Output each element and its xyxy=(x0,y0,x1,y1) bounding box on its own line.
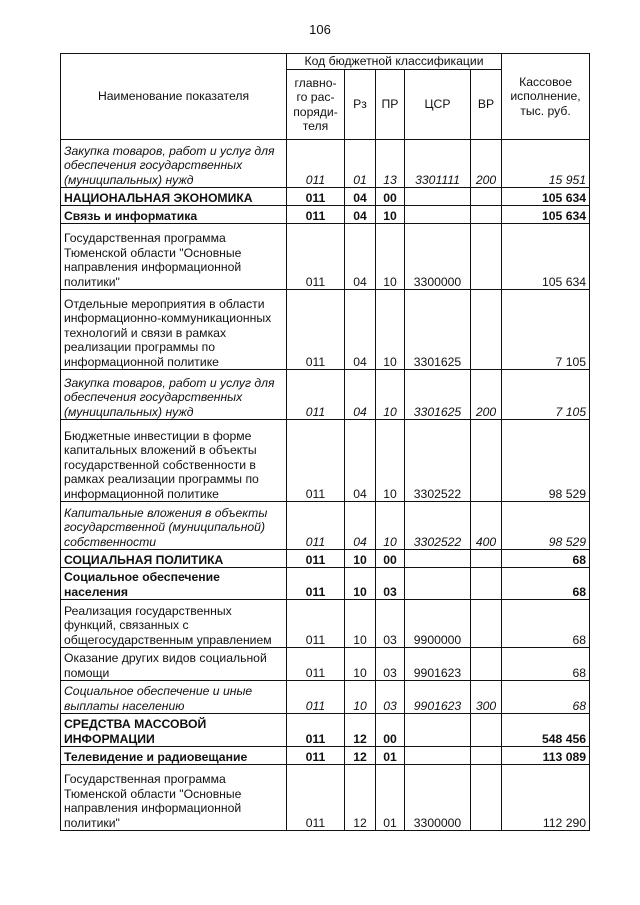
row-csr xyxy=(405,550,471,568)
row-csr: 3300000 xyxy=(405,224,471,290)
row-vr xyxy=(471,420,502,502)
row-amount: 68 xyxy=(502,568,590,600)
row-vr xyxy=(471,648,502,681)
table-row xyxy=(61,420,590,502)
row-rz: 04 xyxy=(345,290,376,370)
row-amount: 112 290 xyxy=(502,765,590,831)
row-csr: 9901623 xyxy=(405,648,471,681)
table-row xyxy=(61,681,590,714)
row-name: Закупка товаров, работ и услуг для обеспечения государственных (муниципальных) нужд xyxy=(61,370,287,420)
row-csr xyxy=(405,188,471,206)
header-csr: ЦСР xyxy=(405,70,471,140)
row-rz: 04 xyxy=(345,188,376,206)
row-name: Социальное обеспечение населения xyxy=(61,568,287,600)
table-row xyxy=(61,648,590,681)
row-pr: 00 xyxy=(376,188,405,206)
row-name: Закупка товаров, работ и услуг для обеспечения государственных (муниципальных) нужд xyxy=(61,140,287,188)
row-grbs: 011 xyxy=(287,420,345,502)
table-row xyxy=(61,224,590,290)
row-name: Государственная программа Тюменской области "Основные направления информационной политики" xyxy=(61,224,287,290)
row-name: Реализация государственных функций, связанных с общегосударственным управлением xyxy=(61,600,287,648)
row-pr: 10 xyxy=(376,224,405,290)
header-grbs: главно-го рас-поряди-теля xyxy=(287,70,345,140)
row-name: Государственная программа Тюменской области "Основные направления информационной политики" xyxy=(61,765,287,831)
table-row xyxy=(61,568,590,600)
row-grbs: 011 xyxy=(287,502,345,550)
row-csr: 3302522 xyxy=(405,502,471,550)
row-pr: 00 xyxy=(376,550,405,568)
row-name: Отдельные мероприятия в области информационно-коммуникационных технологий и связи в рамках реализации программы по информационной политике xyxy=(61,290,287,370)
row-rz: 12 xyxy=(345,765,376,831)
header-vr: ВР xyxy=(471,70,502,140)
row-vr xyxy=(471,550,502,568)
row-amount: 105 634 xyxy=(502,224,590,290)
row-grbs: 011 xyxy=(287,600,345,648)
row-rz: 04 xyxy=(345,502,376,550)
row-csr xyxy=(405,206,471,224)
row-vr xyxy=(471,747,502,765)
table-row xyxy=(61,502,590,550)
row-pr: 03 xyxy=(376,568,405,600)
row-grbs: 011 xyxy=(287,188,345,206)
row-amount: 7 105 xyxy=(502,290,590,370)
row-amount: 7 105 xyxy=(502,370,590,420)
row-grbs: 011 xyxy=(287,224,345,290)
row-amount: 68 xyxy=(502,681,590,714)
header-pr: ПР xyxy=(376,70,405,140)
row-rz: 12 xyxy=(345,747,376,765)
row-grbs: 011 xyxy=(287,681,345,714)
row-pr: 01 xyxy=(376,747,405,765)
row-vr xyxy=(471,188,502,206)
row-grbs: 011 xyxy=(287,140,345,188)
row-name: Оказание других видов социальной помощи xyxy=(61,648,287,681)
table-row xyxy=(61,290,590,370)
table-row xyxy=(61,765,590,831)
table-row xyxy=(61,714,590,747)
row-name: Капитальные вложения в объекты государственной (муниципальной) собственности xyxy=(61,502,287,550)
row-rz: 10 xyxy=(345,568,376,600)
row-name: Связь и информатика xyxy=(61,206,287,224)
row-csr: 3301625 xyxy=(405,290,471,370)
header-code-group: Код бюджетной классификации xyxy=(287,54,502,70)
row-vr xyxy=(471,224,502,290)
row-amount: 105 634 xyxy=(502,206,590,224)
table-row xyxy=(61,600,590,648)
row-pr: 10 xyxy=(376,502,405,550)
row-rz: 01 xyxy=(345,140,376,188)
row-csr: 9901623 xyxy=(405,681,471,714)
table-row xyxy=(61,747,590,765)
row-pr: 10 xyxy=(376,290,405,370)
row-amount: 548 456 xyxy=(502,714,590,747)
row-csr xyxy=(405,714,471,747)
row-name: СОЦИАЛЬНАЯ ПОЛИТИКА xyxy=(61,550,287,568)
row-pr: 03 xyxy=(376,648,405,681)
row-grbs: 011 xyxy=(287,568,345,600)
row-amount: 68 xyxy=(502,648,590,681)
row-amount: 98 529 xyxy=(502,502,590,550)
row-csr: 3300000 xyxy=(405,765,471,831)
row-pr: 00 xyxy=(376,714,405,747)
header-amount: Кассовое исполнение, тыс. руб. xyxy=(502,54,590,140)
row-pr: 13 xyxy=(376,140,405,188)
table-row xyxy=(61,140,590,188)
row-rz: 04 xyxy=(345,206,376,224)
row-name: Бюджетные инвестиции в форме капитальных вложений в объекты государственной собственности в рамках реализации программы по информационной политике xyxy=(61,420,287,502)
header-name: Наименование показателя xyxy=(61,54,287,140)
row-vr xyxy=(471,714,502,747)
row-pr: 10 xyxy=(376,206,405,224)
row-name: СРЕДСТВА МАССОВОЙ ИНФОРМАЦИИ xyxy=(61,714,287,747)
row-csr xyxy=(405,747,471,765)
row-pr: 10 xyxy=(376,420,405,502)
row-grbs: 011 xyxy=(287,290,345,370)
row-grbs: 011 xyxy=(287,370,345,420)
budget-execution-table xyxy=(60,53,590,831)
row-csr: 9900000 xyxy=(405,600,471,648)
row-vr xyxy=(471,765,502,831)
row-vr: 400 xyxy=(471,502,502,550)
row-rz: 10 xyxy=(345,681,376,714)
row-amount: 105 634 xyxy=(502,188,590,206)
row-grbs: 011 xyxy=(287,747,345,765)
row-vr: 300 xyxy=(471,681,502,714)
row-rz: 10 xyxy=(345,648,376,681)
row-amount: 113 089 xyxy=(502,747,590,765)
row-rz: 10 xyxy=(345,550,376,568)
row-pr: 10 xyxy=(376,370,405,420)
row-grbs: 011 xyxy=(287,206,345,224)
row-grbs: 011 xyxy=(287,765,345,831)
table-row xyxy=(61,550,590,568)
row-rz: 10 xyxy=(345,600,376,648)
row-csr: 3301625 xyxy=(405,370,471,420)
row-vr xyxy=(471,290,502,370)
row-name: Социальное обеспечение и иные выплаты населению xyxy=(61,681,287,714)
row-grbs: 011 xyxy=(287,648,345,681)
row-pr: 03 xyxy=(376,681,405,714)
table-row xyxy=(61,188,590,206)
row-csr: 3301111 xyxy=(405,140,471,188)
row-vr: 200 xyxy=(471,140,502,188)
row-pr: 03 xyxy=(376,600,405,648)
row-csr xyxy=(405,568,471,600)
row-vr: 200 xyxy=(471,370,502,420)
row-name: Телевидение и радиовещание xyxy=(61,747,287,765)
row-vr xyxy=(471,600,502,648)
row-grbs: 011 xyxy=(287,550,345,568)
row-grbs: 011 xyxy=(287,714,345,747)
row-amount: 98 529 xyxy=(502,420,590,502)
row-amount: 15 951 xyxy=(502,140,590,188)
header-rz: Рз xyxy=(345,70,376,140)
page-number: 106 xyxy=(309,22,331,37)
table-row xyxy=(61,206,590,224)
row-vr xyxy=(471,568,502,600)
row-rz: 04 xyxy=(345,224,376,290)
row-vr xyxy=(471,206,502,224)
row-pr: 01 xyxy=(376,765,405,831)
row-csr: 3302522 xyxy=(405,420,471,502)
row-amount: 68 xyxy=(502,550,590,568)
table-row xyxy=(61,370,590,420)
row-name: НАЦИОНАЛЬНАЯ ЭКОНОМИКА xyxy=(61,188,287,206)
row-rz: 12 xyxy=(345,714,376,747)
row-rz: 04 xyxy=(345,370,376,420)
row-rz: 04 xyxy=(345,420,376,502)
row-amount: 68 xyxy=(502,600,590,648)
